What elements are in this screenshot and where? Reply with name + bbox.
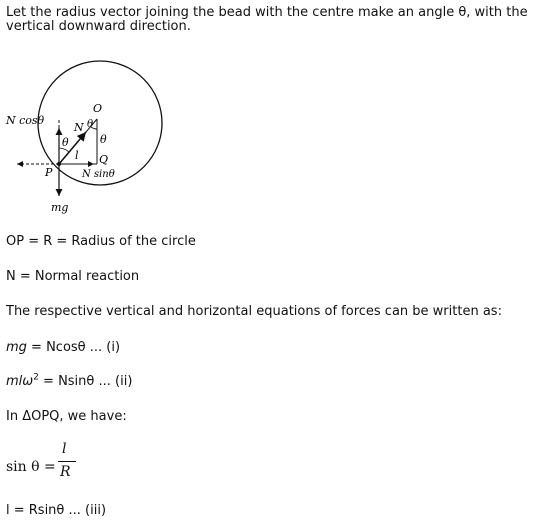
- eq2-rhs: = Nsinθ ... (ii): [38, 374, 133, 389]
- label-n: N: [74, 121, 84, 134]
- label-mg: mg: [51, 201, 69, 214]
- sin-numerator: l: [62, 441, 67, 457]
- sin-lhs: sin θ =: [6, 459, 56, 475]
- intro-line-2: vertical downward direction.: [6, 19, 191, 34]
- label-p: P: [45, 166, 53, 179]
- label-q: Q: [99, 153, 109, 166]
- label-n-cos: N cosθ: [6, 114, 45, 127]
- bead: [57, 162, 61, 166]
- force-statement: The respective vertical and horizontal equations of forces can be written as:: [6, 304, 502, 319]
- circle: [38, 61, 162, 185]
- label-theta-o: θ: [87, 119, 94, 130]
- label-o: O: [93, 102, 103, 115]
- eq1-rhs: = Ncosθ ... (i): [26, 340, 121, 355]
- bead-on-ring-diagram: [0, 60, 200, 220]
- equation-2: [6, 374, 132, 390]
- equation-1: [6, 340, 120, 356]
- label-theta-inner: θ: [100, 133, 107, 146]
- eq2-superscript: 2: [33, 372, 39, 383]
- label-l: l: [75, 149, 79, 162]
- label-theta-p: θ: [62, 136, 69, 149]
- eq2-lhs: mlω: [6, 374, 34, 389]
- op-text: OP = R = Radius of the circle: [6, 234, 196, 249]
- sin-denominator: R: [60, 464, 71, 480]
- op-definition: [6, 234, 196, 250]
- n-def-text: N = Normal reaction: [6, 269, 140, 284]
- triangle-statement: In ΔOPQ, we have:: [6, 409, 127, 424]
- equation-3: l = Rsinθ ... (iii): [6, 503, 107, 518]
- intro-line-1: Let the radius vector joining the bead with the centre make an angle θ, with the: [6, 5, 528, 20]
- eq1-lhs: mg: [6, 340, 27, 355]
- label-n-sin: N sinθ: [82, 169, 115, 180]
- fraction-bar: [58, 461, 76, 462]
- n-definition: [6, 269, 139, 285]
